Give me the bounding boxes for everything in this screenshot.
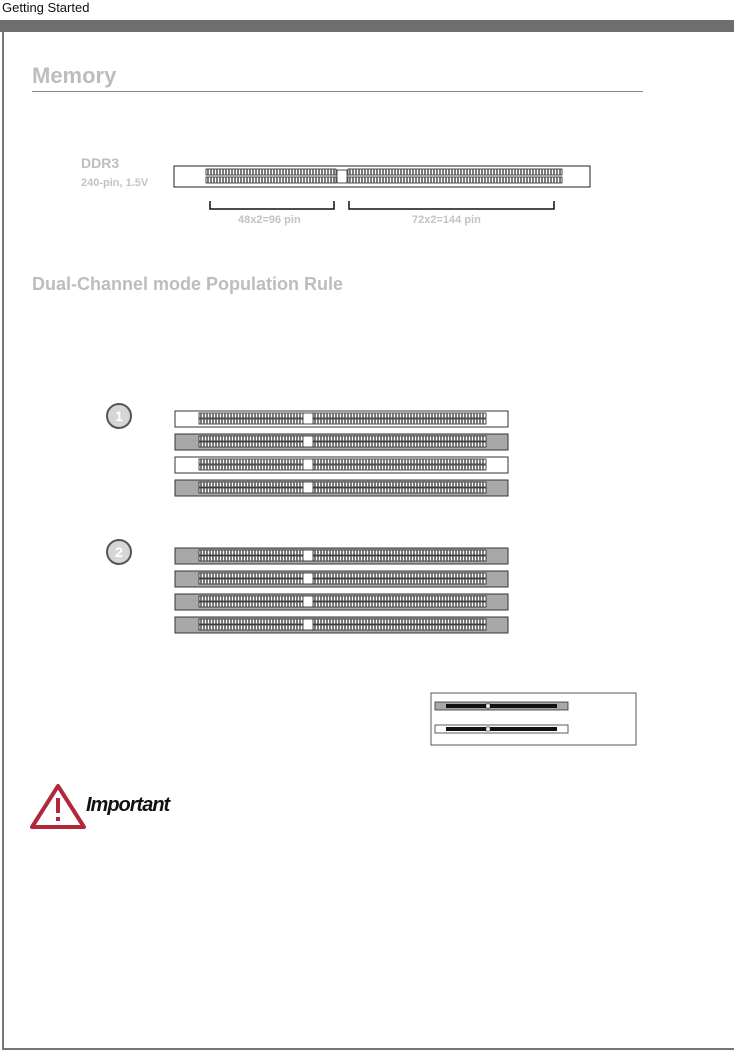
- ddr3-label: DDR3: [81, 155, 120, 171]
- legend-slot-empty: [435, 725, 568, 733]
- important-label: Important: [86, 794, 170, 816]
- left-pin-count: 48x2=96 pin: [238, 214, 301, 226]
- left-pin-bracket: [210, 201, 334, 209]
- ddr3-module-diagram: [174, 166, 590, 187]
- page-title: Memory: [32, 63, 117, 88]
- rule-2-slots: [175, 548, 508, 633]
- warning-icon: [32, 786, 84, 827]
- rule-1-slots: [175, 411, 508, 496]
- section-title: Dual-Channel mode Population Rule: [32, 274, 344, 294]
- memory-slot: [175, 617, 508, 633]
- memory-slot: [175, 457, 508, 473]
- memory-slot: [175, 571, 508, 587]
- memory-slot: [175, 434, 508, 450]
- rule-1-badge: 1: [106, 403, 132, 429]
- memory-slot: [175, 411, 508, 427]
- memory-slot: [175, 480, 508, 496]
- legend-slot-installed: [435, 702, 568, 710]
- ddr3-spec: 240-pin, 1.5V: [81, 177, 149, 189]
- right-pin-count: 72x2=144 pin: [412, 214, 481, 226]
- legend-box: [431, 693, 636, 745]
- rule-2-badge: 2: [106, 539, 132, 565]
- running-header: Getting Started: [2, 0, 90, 15]
- right-pin-bracket: [349, 201, 554, 209]
- memory-slot: [175, 548, 508, 564]
- memory-slot: [175, 594, 508, 610]
